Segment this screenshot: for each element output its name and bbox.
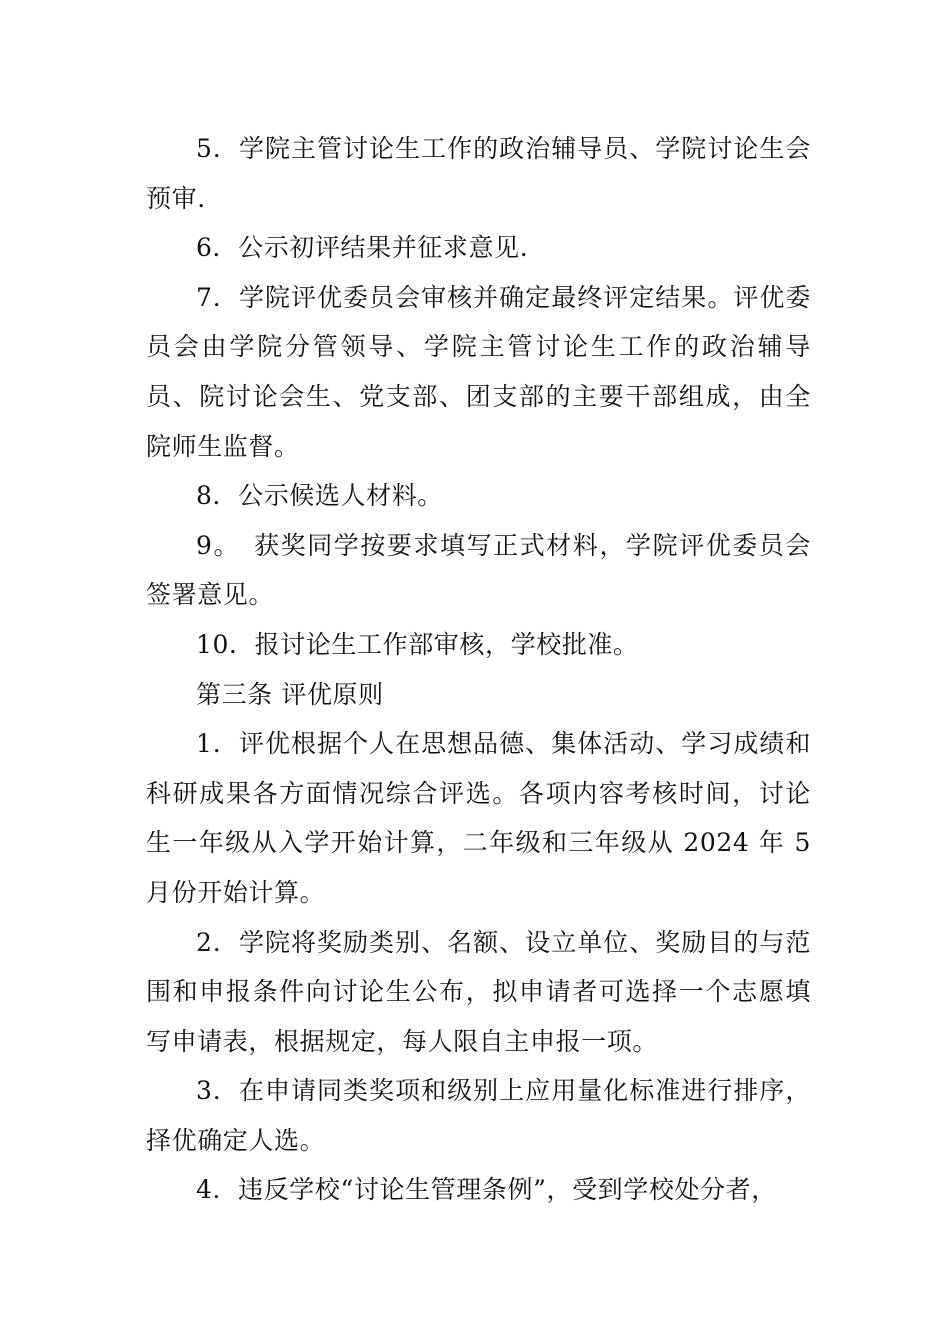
paragraph-item-7: 7．学院评优委员会审核并确定最终评定结果。评优委员会由学院分管领导、学院主管讨论生工作的政治辅导员、院讨论会生、党支部、团支部的主要干部组成，由全院师生监督。 [146,282,811,461]
principle-item-1: 1．评优根据个人在思想品德、集体活动、学习成绩和科研成果各方面情况综合评选。各项内容考核时间，讨论生一年级从入学开始计算，二年级和三年级从 2024 年 5 月份开始计算。 [146,729,811,907]
section-heading-article-3: 第三条 评优原则 [196,679,384,709]
paragraph-item-6: 6．公示初评结果并征求意见. [196,233,529,263]
paragraph-item-9: 9。 获奖同学按要求填写正式材料，学院评优委员会签署意见。 [146,530,811,610]
principle-item-2: 2．学院将奖励类别、名额、设立单位、奖励目的与范围和申报条件向讨论生公布，拟申请者可选择一个志愿填写申请表，根据规定，每人限自主申报一项。 [146,927,811,1056]
document-body [146,124,811,1215]
principle-item-4: 4．违反学校“讨论生管理条例”，受到学校处分者， [196,1175,777,1205]
principle-item-3: 3．在申请同类奖项和级别上应用量化标准进行排序，择优确定人选。 [146,1076,811,1155]
paragraph-item-5: 5．学院主管讨论生工作的政治辅导员、学院讨论生会预审. [146,134,811,213]
paragraph-item-10: 10．报讨论生工作部审核，学校批准。 [196,629,639,659]
paragraph-item-8: 8．公示候选人材料。 [196,481,443,511]
